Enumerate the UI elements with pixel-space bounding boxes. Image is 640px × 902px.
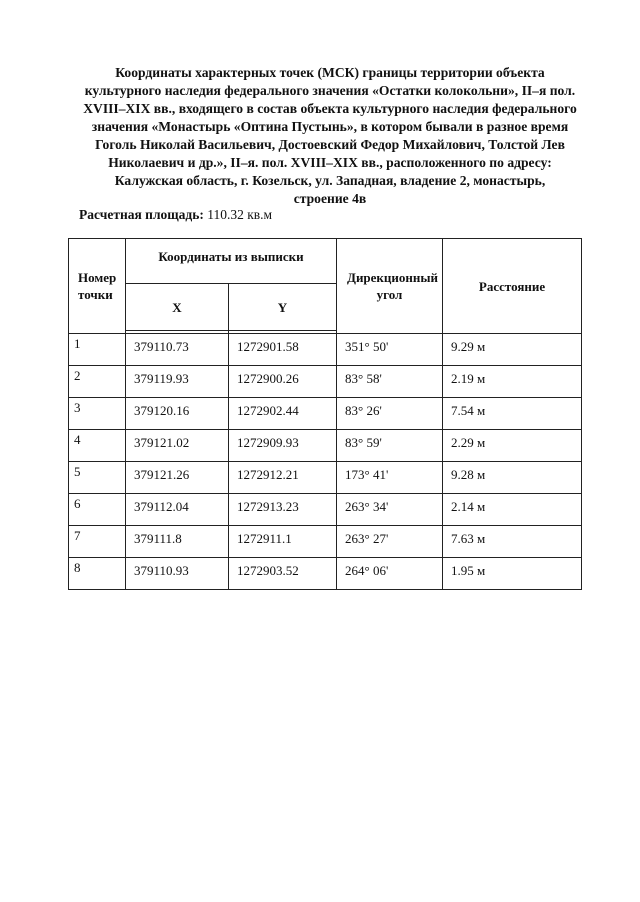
calculated-area bbox=[79, 207, 272, 223]
point-number-cell: 4 bbox=[69, 430, 126, 462]
x-cell: 379110.73 bbox=[126, 334, 229, 366]
direction-angle-cell: 83° 26' bbox=[337, 398, 443, 430]
distance-cell: 7.63 м bbox=[443, 526, 582, 558]
table-header-row bbox=[69, 239, 582, 284]
header-y: Y bbox=[229, 284, 337, 331]
distance-cell: 9.29 м bbox=[443, 334, 582, 366]
table-row bbox=[69, 430, 582, 462]
title-line: Координаты характерных точек (МСК) границы территории объекта bbox=[115, 65, 545, 80]
table-row bbox=[69, 558, 582, 590]
point-number-cell: 5 bbox=[69, 462, 126, 494]
table-row bbox=[69, 366, 582, 398]
x-cell: 379120.16 bbox=[126, 398, 229, 430]
title-line: строение 4в bbox=[293, 191, 367, 206]
area-label: Расчетная площадь: bbox=[79, 207, 204, 222]
y-cell: 1272902.44 bbox=[229, 398, 337, 430]
table-row bbox=[69, 462, 582, 494]
y-cell: 1272911.1 bbox=[229, 526, 337, 558]
direction-angle-cell: 263° 27' bbox=[337, 526, 443, 558]
x-cell: 379121.02 bbox=[126, 430, 229, 462]
x-cell: 379112.04 bbox=[126, 494, 229, 526]
x-cell: 379121.26 bbox=[126, 462, 229, 494]
table-row bbox=[69, 494, 582, 526]
distance-cell: 2.19 м bbox=[443, 366, 582, 398]
direction-angle-cell: 263° 34' bbox=[337, 494, 443, 526]
direction-angle-cell: 83° 59' bbox=[337, 430, 443, 462]
title-line: XVIII–XIX вв., входящего в состав объекта культурного наследия федерального bbox=[83, 101, 577, 116]
header-direction-angle: Дирекционный угол bbox=[337, 239, 443, 334]
y-cell: 1272909.93 bbox=[229, 430, 337, 462]
direction-angle-cell: 264° 06' bbox=[337, 558, 443, 590]
x-cell: 379119.93 bbox=[126, 366, 229, 398]
title-line: значения «Монастырь «Оптина Пустынь», в котором бывали в разное время bbox=[91, 119, 569, 134]
point-number-cell: 3 bbox=[69, 398, 126, 430]
y-cell: 1272912.21 bbox=[229, 462, 337, 494]
y-cell: 1272913.23 bbox=[229, 494, 337, 526]
direction-angle-cell: 173° 41' bbox=[337, 462, 443, 494]
x-cell: 379110.93 bbox=[126, 558, 229, 590]
header-distance: Расстояние bbox=[443, 239, 582, 334]
point-number-cell: 6 bbox=[69, 494, 126, 526]
direction-angle-cell: 351° 50' bbox=[337, 334, 443, 366]
y-cell: 1272901.58 bbox=[229, 334, 337, 366]
y-cell: 1272900.26 bbox=[229, 366, 337, 398]
title-line: Калужская область, г. Козельск, ул. Западная, владение 2, монастырь, bbox=[114, 173, 546, 188]
point-number-cell: 8 bbox=[69, 558, 126, 590]
y-cell: 1272903.52 bbox=[229, 558, 337, 590]
header-point-number: Номер точки bbox=[69, 239, 126, 334]
area-value: 110.32 кв.м bbox=[207, 207, 273, 222]
title-line: Николаевич и др.», II–я. пол. XVIII–XIX вв., расположенного по адресу: bbox=[108, 155, 552, 170]
coordinates-table bbox=[68, 238, 582, 590]
distance-cell: 7.54 м bbox=[443, 398, 582, 430]
x-cell: 379111.8 bbox=[126, 526, 229, 558]
title-line: Гоголь Николай Васильевич, Достоевский Федор Михайлович, Толстой Лев bbox=[95, 137, 565, 152]
table-body bbox=[69, 334, 582, 590]
table-row bbox=[69, 398, 582, 430]
table-row bbox=[69, 334, 582, 366]
document-title bbox=[60, 64, 600, 208]
header-coordinates-group: Координаты из выписки bbox=[126, 239, 337, 284]
direction-angle-cell: 83° 58' bbox=[337, 366, 443, 398]
point-number-cell: 1 bbox=[69, 334, 126, 366]
distance-cell: 1.95 м bbox=[443, 558, 582, 590]
header-x: X bbox=[126, 284, 229, 331]
distance-cell: 9.28 м bbox=[443, 462, 582, 494]
distance-cell: 2.29 м bbox=[443, 430, 582, 462]
point-number-cell: 7 bbox=[69, 526, 126, 558]
table-row bbox=[69, 526, 582, 558]
distance-cell: 2.14 м bbox=[443, 494, 582, 526]
title-line: культурного наследия федерального значения «Остатки колокольни», II–я пол. bbox=[84, 83, 576, 98]
point-number-cell: 2 bbox=[69, 366, 126, 398]
